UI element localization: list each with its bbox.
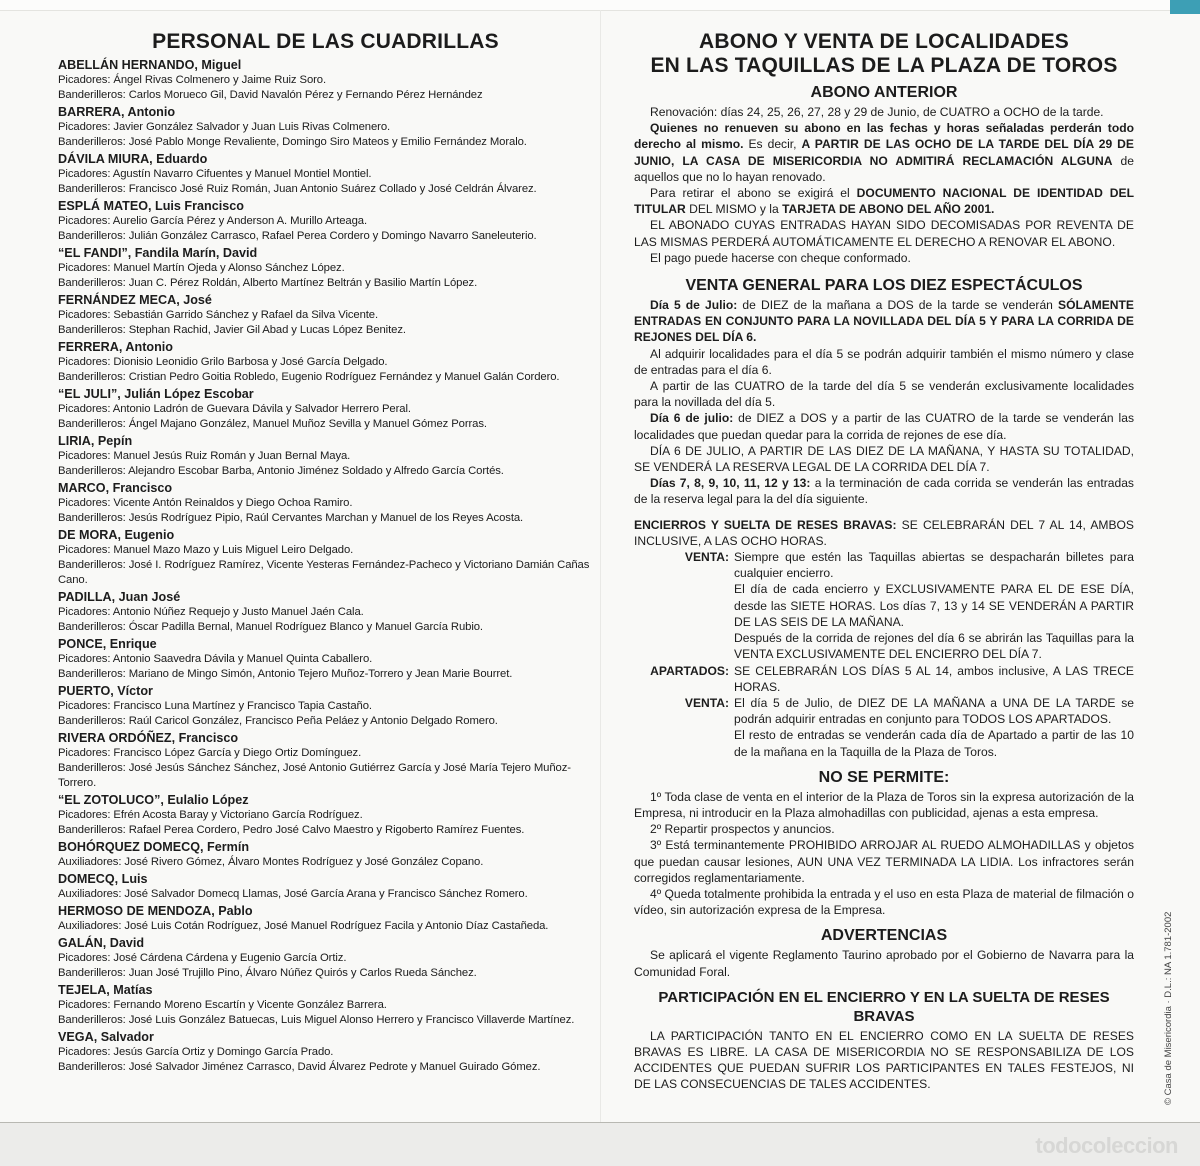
advertencias-1: Se aplicará el vigente Reglamento Taurino aprobado por el Gobierno de Navarra para la Comunidad Foral. (634, 948, 1134, 979)
rider-name: ESPLÁ MATEO, Luis Francisco (58, 199, 244, 213)
encierros-venta-label: VENTA: (684, 550, 729, 565)
rider-name: FERRERA, Antonio (58, 340, 173, 354)
encierros-venta-2: El día de cada encierro y EXCLUSIVAMENTE PARA EL DE ESE DÍA, desde las SIETE HORAS. Los días 7, 13 y 14 SE VENDERÁN A PARTIR DE LAS SEIS DE LA MAÑANA. (734, 582, 1134, 629)
rider-entry (58, 731, 593, 791)
crew-line: Picadores: Agustín Navarro Cifuentes y Manuel Montiel Montiel. (58, 167, 372, 180)
apartados-1: SE CELEBRARÁN LOS DÍAS 5 AL 14, ambos inclusive, A LAS TRECE HORAS. (734, 663, 1134, 694)
venta-dia-6: Día 6 de julio: de DIEZ a DOS y a partir de las CUATRO de la tarde se venderán las localidades que puedan quedar para la corrida de rejones de ese día. (634, 411, 1135, 442)
rider-name: MARCO, Francisco (58, 481, 173, 495)
rider-entry (58, 58, 593, 103)
rider-entry (58, 1030, 593, 1075)
crew-line: Picadores: Manuel Jesús Ruiz Román y Juan Bernal Maya. (58, 449, 351, 462)
apartados-venta-label: VENTA: (684, 695, 729, 710)
crew-line: Picadores: Sebastián Garrido Sánchez y Rafael da Silva Vicente. (58, 308, 379, 321)
crew-line: Auxiliadores: José Rivero Gómez, Álvaro Montes Rodríguez y José González Copano. (58, 855, 484, 868)
rider-name: “EL ZOTOLUCO”, Eulalio López (58, 793, 249, 807)
rider-name: “EL JULI”, Julián López Escobar (58, 387, 254, 401)
crew-line: Picadores: Manuel Martín Ojeda y Alonso Sánchez López. (58, 261, 345, 274)
no-se-permite-section (634, 768, 1134, 919)
crew-line: Banderilleros: Juan C. Pérez Roldán, Alberto Martínez Beltrán y Basilio Martín López. (58, 276, 478, 289)
rider-entry (58, 528, 593, 588)
crew-line: Picadores: Antonio Saavedra Dávila y Manuel Quinta Caballero. (58, 652, 373, 665)
venta-general-section (634, 276, 1134, 508)
crew-line: Picadores: Aurelio García Pérez y Anderson A. Murillo Arteaga. (58, 214, 368, 227)
crew-line: Banderilleros: Jesús Rodríguez Pipio, Raúl Cervantes Marchan y Manuel de los Reyes Acosta. (58, 511, 524, 524)
crew-line: Picadores: Francisco López García y Diego Ortiz Domínguez. (58, 746, 362, 759)
abono-anterior-section (634, 83, 1134, 266)
rider-entry (58, 293, 593, 338)
crew-line: Banderilleros: José Luis González Batuecas, Luis Miguel Alonso Herrero y Francisco Villaverde Martínez. (58, 1013, 575, 1026)
cuadrillas-title: PERSONAL DE LAS CUADRILLAS (152, 30, 499, 53)
rider-name: DÁVILA MIURA, Eduardo (58, 152, 208, 166)
crew-line: Banderilleros: Carlos Morueco Gil, David Navalón Pérez y Fernando Pérez Hernández (58, 88, 483, 101)
right-column (634, 30, 1134, 1093)
rider-entry (58, 105, 593, 150)
rider-entry (58, 983, 593, 1028)
abono-pago: El pago puede hacerse con cheque conformado. (650, 250, 911, 265)
abono-decomiso: EL ABONADO CUYAS ENTRADAS HAYAN SIDO DECOMISADAS POR REVENTA DE LAS MISMAS PERDERÁ AUTOMÁTICAMENTE EL DERECHO A RENOVAR EL ABONO. (634, 218, 1134, 249)
abono-retirar: Para retirar el abono se exigirá el DOCUMENTO NACIONAL DE IDENTIDAD DEL TITULAR DEL MISMO y la TARJETA DE ABONO DEL AÑO 2001. (634, 186, 1134, 217)
crew-line: Banderilleros: Stephan Rachid, Javier Gil Abad y Lucas López Benitez. (58, 323, 406, 336)
venta-reserva-legal: DÍA 6 DE JULIO, A PARTIR DE LAS DIEZ DE LA MAÑANA, Y HASTA SU TOTALIDAD, SE VENDERÁ LA RESERVA LEGAL DE LA CORRIDA DEL DÍA 7. (634, 443, 1134, 475)
apartados-venta-2: El resto de entradas se venderán cada día de Apartado a partir de las 10 de la mañana en la Taquilla de la Plaza de Toros. (734, 728, 1134, 759)
crew-line: Picadores: Francisco Luna Martínez y Francisco Tapia Castaño. (58, 699, 372, 712)
rider-name: BOHÓRQUEZ DOMECQ, Fermín (58, 840, 250, 854)
no-se-permite-title: NO SE PERMITE: (818, 768, 950, 786)
no-permite-2: 2º Repartir prospectos y anuncios. (650, 822, 835, 837)
rider-entry (58, 246, 593, 291)
crew-line: Banderilleros: José Pablo Monge Revaliente, Domingo Siro Mateos y Emilio Fernández Moralo. (58, 135, 527, 148)
apartados-venta-1: El día 5 de Julio, de DIEZ DE LA MAÑANA a UNA DE LA TARDE se podrán adquirir entradas en conjunto para TODOS LOS APARTADOS. (734, 695, 1134, 727)
left-column (58, 30, 593, 1077)
crew-line: Picadores: Manuel Mazo Mazo y Luis Miguel Leiro Delgado. (58, 543, 354, 556)
legal-deposit-text: © Casa de Misericordia · D.L.: NA 1.781-2002 (1163, 911, 1174, 1105)
crew-line: Auxiliadores: José Luis Cotán Rodríguez, José Manuel Rodríguez Facila y Antonio Díaz Castañeda. (58, 919, 549, 932)
rider-name: DOMECQ, Luis (58, 872, 148, 886)
crew-line: Picadores: Vicente Antón Reinaldos y Diego Ochoa Ramiro. (58, 496, 353, 509)
abono-renovacion: Renovación: días 24, 25, 26, 27, 28 y 29 de Junio, de CUATRO a OCHO de la tarde. (650, 105, 1104, 119)
rider-entry (58, 199, 593, 244)
abono-perdida: Quienes no renueven su abono en las fechas y horas señaladas perderán todo derecho al mismo. Es decir, A PARTIR DE LAS OCHO DE LA TARDE DEL DÍA 29 DE JUNIO, LA CASA DE MISERICORDIA NO ADMITIRÁ RECLAMACIÓN ALGUNA de aquellos que no lo hayan renovado. (634, 121, 1134, 184)
crew-line: Picadores: Dionisio Leonidio Grilo Barbosa y José García Delgado. (58, 355, 388, 368)
abono-main-title-line2: EN LAS TAQUILLAS DE LA PLAZA DE TOROS (650, 54, 1118, 77)
apartados-venta-row (634, 695, 1134, 760)
crew-line: Banderilleros: Rafael Perea Cordero, Pedro José Calvo Maestro y Rigoberto Ramírez Fuentes. (58, 823, 525, 836)
crew-line: Banderilleros: Ángel Majano González, Manuel Muñoz Sevilla y Manuel Gómez Porras. (58, 417, 487, 430)
rider-entry (58, 387, 593, 432)
abono-main-title-line1: ABONO Y VENTA DE LOCALIDADES (698, 30, 1070, 53)
rider-entry (58, 793, 593, 838)
venta-dia-5-tarde: A partir de las CUATRO de la tarde del día 5 se venderán exclusivamente localidades para la novillada del día 5. (634, 379, 1134, 410)
crew-line: Banderilleros: Alejandro Escobar Barba, Antonio Jiménez Soldado y Alfredo García Cortés. (58, 464, 504, 477)
rider-entry (58, 904, 593, 934)
rider-name: RIVERA ORDÓÑEZ, Francisco (58, 731, 239, 745)
venta-general-title: VENTA GENERAL PARA LOS DIEZ ESPECTÁCULOS (685, 277, 1083, 295)
rider-entry (58, 637, 593, 682)
crew-line: Banderilleros: José Jesús Sánchez Sánchez, José Antonio Gutiérrez García y José María Tejero Muñoz-Torrero. (58, 761, 571, 789)
rider-name: PONCE, Enrique (58, 637, 157, 651)
rider-entry (58, 936, 593, 981)
rider-name: BARRERA, Antonio (58, 105, 176, 119)
crew-line: Picadores: Ángel Rivas Colmenero y Jaime Ruiz Soro. (58, 73, 327, 86)
site-watermark: todocoleccion (1035, 1133, 1178, 1158)
rider-entry (58, 872, 593, 902)
crew-line: Banderilleros: Mariano de Mingo Simón, Antonio Tejero Muñoz-Torrero y Jean Marie Bourret. (58, 667, 513, 680)
participacion-1: LA PARTICIPACIÓN TANTO EN EL ENCIERRO COMO EN LA SUELTA DE RESES BRAVAS ES LIBRE. LA CASA DE MISERICORDIA NO SE RESPONSABILIZA DE LOS ACCIDENTES QUE PUEDAN SUFRIR LOS PARTICIPANTES EN TALES FESTEJOS, NI DE LAS CONSECUENCIAS DE TALES ACCIDENTES. (634, 1028, 1134, 1092)
rider-entry (58, 481, 593, 526)
encierros-section (634, 517, 1134, 760)
rider-name: FERNÁNDEZ MECA, José (58, 293, 212, 307)
rider-name: VEGA, Salvador (58, 1030, 154, 1044)
crew-line: Banderilleros: Raúl Caricol González, Francisco Peña Peláez y Antonio Delgado Romero. (58, 714, 498, 727)
rider-entry (58, 684, 593, 729)
crew-line: Banderilleros: Óscar Padilla Bernal, Manuel Rodríguez Blanco y Manuel García Rubio. (58, 620, 483, 633)
rider-entry (58, 340, 593, 385)
rider-entry (58, 840, 593, 870)
participacion-section (634, 988, 1134, 1093)
page-fold-line (600, 10, 601, 1122)
advertencias-title: ADVERTENCIAS (820, 927, 948, 945)
crew-line: Picadores: Efrén Acosta Baray y Victoriano García Rodríguez. (58, 808, 363, 821)
rider-name: DE MORA, Eugenio (58, 528, 175, 542)
crew-line: Banderilleros: Cristian Pedro Goitia Robledo, Eugenio Rodríguez Fernández y Manuel Galán Cordero. (58, 370, 560, 383)
no-permite-4: 4º Queda totalmente prohibida la entrada y el uso en esta Plaza de material de filmación o vídeo, sin autorización expresa de la Empresa. (634, 886, 1134, 918)
crew-line: Picadores: Antonio Ladrón de Guevara Dávila y Salvador Herrero Peral. (58, 402, 411, 415)
rider-name: HERMOSO DE MENDOZA, Pablo (58, 904, 253, 918)
encierros-intro: ENCIERROS Y SUELTA DE RESES BRAVAS: SE CELEBRARÁN DEL 7 AL 14, AMBOS INCLUSIVE, A LAS OCHO HORAS. (634, 517, 1134, 548)
crew-line: Banderilleros: José I. Rodríguez Ramírez, Vicente Yesteras Fernández-Pacheco y Victoriano Damián Cañas Cano. (58, 558, 590, 586)
abono-anterior-title: ABONO ANTERIOR (810, 84, 958, 101)
rider-name: LIRIA, Pepín (58, 434, 133, 448)
rider-entry (58, 434, 593, 479)
crew-line: Banderilleros: Francisco José Ruiz Román, Juan Antonio Suárez Collado y José Celdrán Álvarez. (58, 182, 537, 195)
rider-name: PADILLA, Juan José (58, 590, 181, 604)
riders-list (58, 58, 593, 1075)
encierros-venta-row (634, 549, 1134, 662)
crew-line: Banderilleros: José Salvador Jiménez Carrasco, David Álvarez Pedrote y Manuel Guirado Gómez. (58, 1060, 541, 1073)
participacion-title: PARTICIPACIÓN EN EL ENCIERRO Y EN LA SUELTA DE RESES BRAVAS (658, 988, 1110, 1025)
rider-name: GALÁN, David (58, 936, 145, 950)
apartados-row (634, 663, 1134, 695)
crew-line: Banderilleros: Juan José Trujillo Pino, Álvaro Núñez Quirós y Carlos Rueda Sánchez. (58, 966, 477, 979)
no-permite-1: 1º Toda clase de venta en el interior de la Plaza de Toros sin la expresa autorización de la Empresa, ni introducir en la Plaza almohadillas con publicidad, ajenas a esta empresa. (634, 789, 1134, 820)
page-bottom-edge (0, 1122, 1200, 1166)
rider-name: “EL FANDI”, Fandila Marín, David (58, 246, 258, 260)
crew-line: Banderilleros: Julián González Carrasco, Rafael Perea Cordero y Domingo Navarro Saneleuterio. (58, 229, 537, 242)
rider-name: PUERTO, Víctor (58, 684, 153, 698)
corner-tab (1170, 0, 1200, 14)
advertencias-section (634, 926, 1134, 979)
rider-name: TEJELA, Matías (58, 983, 153, 997)
rider-name: ABELLÁN HERNANDO, Miguel (58, 58, 242, 72)
venta-dias-7-13: Días 7, 8, 9, 10, 11, 12 y 13: a la terminación de cada corrida se venderán las entradas de la reserva legal para la del día siguiente. (634, 476, 1134, 507)
venta-dia-5: Día 5 de Julio: de DIEZ de la mañana a DOS de la tarde se venderán SÓLAMENTE ENTRADAS EN CONJUNTO PARA LA NOVILLADA DEL DÍA 5 Y PARA LA CORRIDA DE REJONES DEL DÍA 6. (634, 298, 1134, 345)
rider-entry (58, 590, 593, 635)
no-permite-3: 3º Está terminantemente PROHIBIDO ARROJAR AL RUEDO ALMOHADILLAS y objetos que puedan causar lesiones, AUN UNA VEZ TERMINADA LA LIDIA. Los infractores serán corregidos reglamentariamente. (634, 838, 1134, 885)
venta-dia-5-adquirir: Al adquirir localidades para el día 5 se podrán adquirir también el mismo número y clase de entradas para el día 6. (634, 346, 1134, 377)
crew-line: Picadores: Jesús García Ortiz y Domingo García Prado. (58, 1045, 334, 1058)
crew-line: Picadores: José Cárdena Cárdena y Eugenio García Ortiz. (58, 951, 347, 964)
encierros-venta-1: Siempre que estén las Taquillas abiertas se despacharán billetes para cualquier encierro. (734, 550, 1134, 581)
apartados-label: APARTADOS: (650, 663, 729, 678)
crew-line: Picadores: Javier González Salvador y Juan Luis Rivas Colmenero. (58, 120, 391, 133)
crew-line: Picadores: Antonio Núñez Requejo y Justo Manuel Jaén Cala. (58, 605, 364, 618)
abono-main-title (634, 30, 1134, 78)
rider-entry (58, 152, 593, 197)
crew-line: Auxiliadores: José Salvador Domecq Llamas, José García Arana y Francisco Sánchez Romero. (58, 887, 528, 900)
crew-line: Picadores: Fernando Moreno Escartín y Vicente González Barrera. (58, 998, 387, 1011)
encierros-venta-3: Después de la corrida de rejones del día 6 se abrirán las Taquillas para la VENTA EXCLUSIVAMENTE DEL ENCIERRO DEL DÍA 7. (734, 631, 1134, 662)
